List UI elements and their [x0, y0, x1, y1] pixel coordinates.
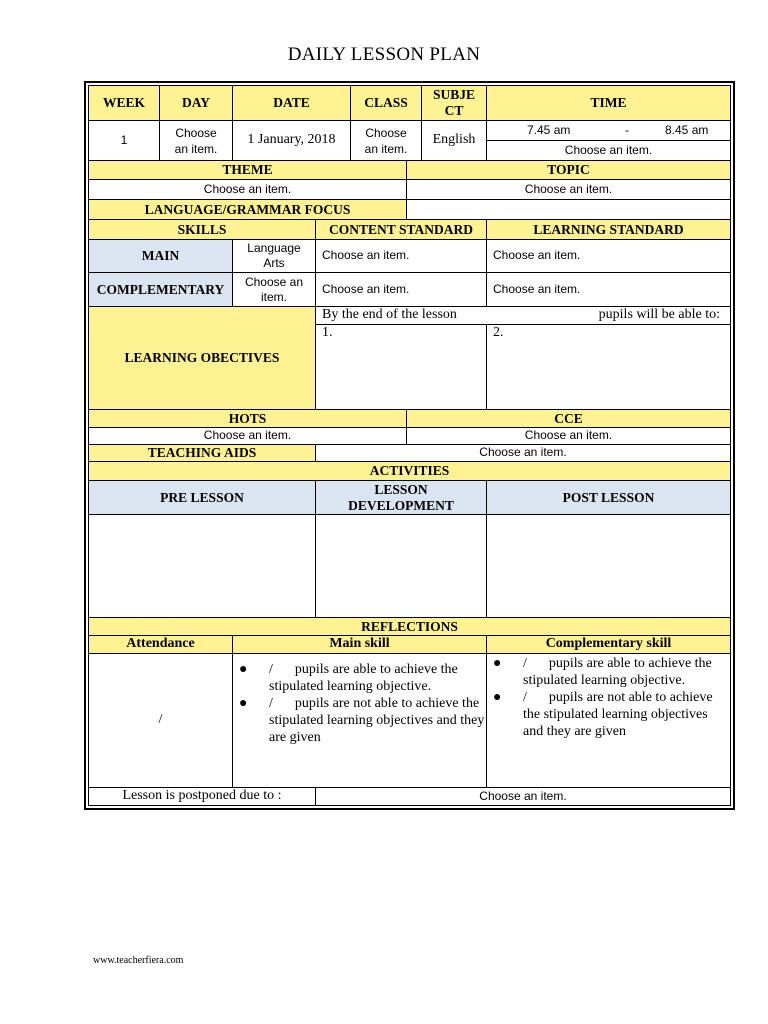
- attendance-header: Attendance: [88, 635, 233, 654]
- date-value[interactable]: 1 January, 2018: [232, 120, 351, 161]
- subject-value: English: [421, 120, 487, 161]
- main-skill-value[interactable]: Language Arts: [232, 239, 316, 273]
- main-skill-bullet: ● / pupils are not able to achieve the stipulated learning objectives and they are given: [239, 696, 485, 745]
- class-header: CLASS: [350, 85, 422, 121]
- footer-website: www.teacherfiera.com: [93, 955, 184, 966]
- objectives-intro: [315, 306, 731, 325]
- time-start: 7.45 am: [527, 122, 571, 137]
- post-lesson-header: POST LESSON: [486, 480, 731, 515]
- main-learning-standard-select[interactable]: Choose an item.: [486, 239, 731, 273]
- time-header: TIME: [486, 85, 731, 121]
- skills-header: SKILLS: [88, 219, 316, 240]
- bullet-slash: /: [269, 662, 273, 677]
- day-select[interactable]: Choose an item.: [159, 120, 233, 161]
- lesson-development-header: LESSON DEVELOPMENT: [315, 480, 487, 515]
- objective-1-number: 1.: [322, 325, 333, 340]
- time-range: [486, 120, 731, 141]
- teaching-aids-label: TEACHING AIDS: [88, 444, 316, 462]
- postponed-select[interactable]: Choose an item.: [315, 787, 731, 806]
- topic-select[interactable]: Choose an item.: [406, 179, 731, 200]
- complementary-skill-bullet: ● / pupils are not able to achieve the stipulated learning objectives and they are given: [493, 690, 713, 739]
- objectives-intro-left: By the end of the lesson: [322, 307, 457, 323]
- class-select[interactable]: Choose an item.: [350, 120, 422, 161]
- hots-header: HOTS: [88, 409, 407, 428]
- complementary-skill-reflection-field[interactable]: [486, 653, 731, 788]
- complementary-skill-label: COMPLEMENTARY: [88, 272, 233, 307]
- complementary-content-standard-select[interactable]: Choose an item.: [315, 272, 487, 307]
- attendance-field[interactable]: /: [88, 653, 233, 788]
- week-value: 1: [88, 120, 160, 161]
- hots-select[interactable]: Choose an item.: [88, 427, 407, 445]
- complementary-learning-standard-select[interactable]: Choose an item.: [486, 272, 731, 307]
- time-end: 8.45 am: [665, 122, 709, 137]
- main-skill-label: MAIN: [88, 239, 233, 273]
- pre-lesson-header: PRE LESSON: [88, 480, 316, 515]
- bullet-text: pupils are not able to achieve the stipulated learning objectives and they are given: [269, 696, 485, 745]
- pre-lesson-field[interactable]: [88, 514, 316, 618]
- bullet-text: pupils are able to achieve the stipulated learning objective.: [269, 662, 458, 694]
- time-dash: -: [625, 122, 629, 137]
- theme-select[interactable]: Choose an item.: [88, 179, 407, 200]
- postponed-label: Lesson is postponed due to :: [88, 787, 316, 806]
- learning-objectives-label: LEARNING OBECTIVES: [88, 306, 316, 410]
- language-focus-value[interactable]: [406, 199, 731, 220]
- complementary-skill-reflection-header: Complementary skill: [486, 635, 731, 654]
- bullet-text: pupils are able to achieve the stipulated learning objective.: [523, 656, 712, 688]
- time-select[interactable]: Choose an item.: [486, 140, 731, 161]
- objectives-intro-right: pupils will be able to:: [598, 307, 720, 323]
- main-content-standard-select[interactable]: Choose an item.: [315, 239, 487, 273]
- objective-2-number: 2.: [493, 325, 504, 340]
- objective-2-field[interactable]: [486, 324, 731, 410]
- complementary-skill-bullets: [487, 655, 730, 740]
- learning-standard-header: LEARNING STANDARD: [486, 219, 731, 240]
- main-skill-reflection-header: Main skill: [232, 635, 487, 654]
- bullet-slash: /: [523, 656, 527, 671]
- teaching-aids-select[interactable]: Choose an item.: [315, 444, 731, 462]
- objective-1-field[interactable]: [315, 324, 487, 410]
- bullet-slash: /: [269, 696, 273, 711]
- date-header: DATE: [232, 85, 351, 121]
- cce-header: CCE: [406, 409, 731, 428]
- main-skill-bullet: ● / pupils are able to achieve the stipulated learning objective.: [239, 662, 458, 694]
- language-focus-header: LANGUAGE/GRAMMAR FOCUS: [88, 199, 407, 220]
- bullet-text: pupils are not able to achieve the stipulated learning objectives and they are given: [523, 690, 713, 739]
- lesson-development-field[interactable]: [315, 514, 487, 618]
- reflections-header: REFLECTIONS: [88, 617, 731, 636]
- main-skill-reflection-field[interactable]: [232, 653, 487, 788]
- theme-header: THEME: [88, 160, 407, 180]
- page-title: DAILY LESSON PLAN: [287, 44, 481, 65]
- bullet-slash: /: [523, 690, 527, 705]
- complementary-skill-bullet: ● / pupils are able to achieve the stipulated learning objective.: [493, 656, 712, 688]
- activities-header: ACTIVITIES: [88, 461, 731, 481]
- main-skill-bullets: [233, 661, 486, 746]
- cce-select[interactable]: Choose an item.: [406, 427, 731, 445]
- topic-header: TOPIC: [406, 160, 731, 180]
- content-standard-header: CONTENT STANDARD: [315, 219, 487, 240]
- subject-header: SUBJE CT: [421, 85, 487, 121]
- post-lesson-field[interactable]: [486, 514, 731, 618]
- week-header: WEEK: [88, 85, 160, 121]
- complementary-skill-select[interactable]: Choose an item.: [232, 272, 316, 307]
- day-header: DAY: [159, 85, 233, 121]
